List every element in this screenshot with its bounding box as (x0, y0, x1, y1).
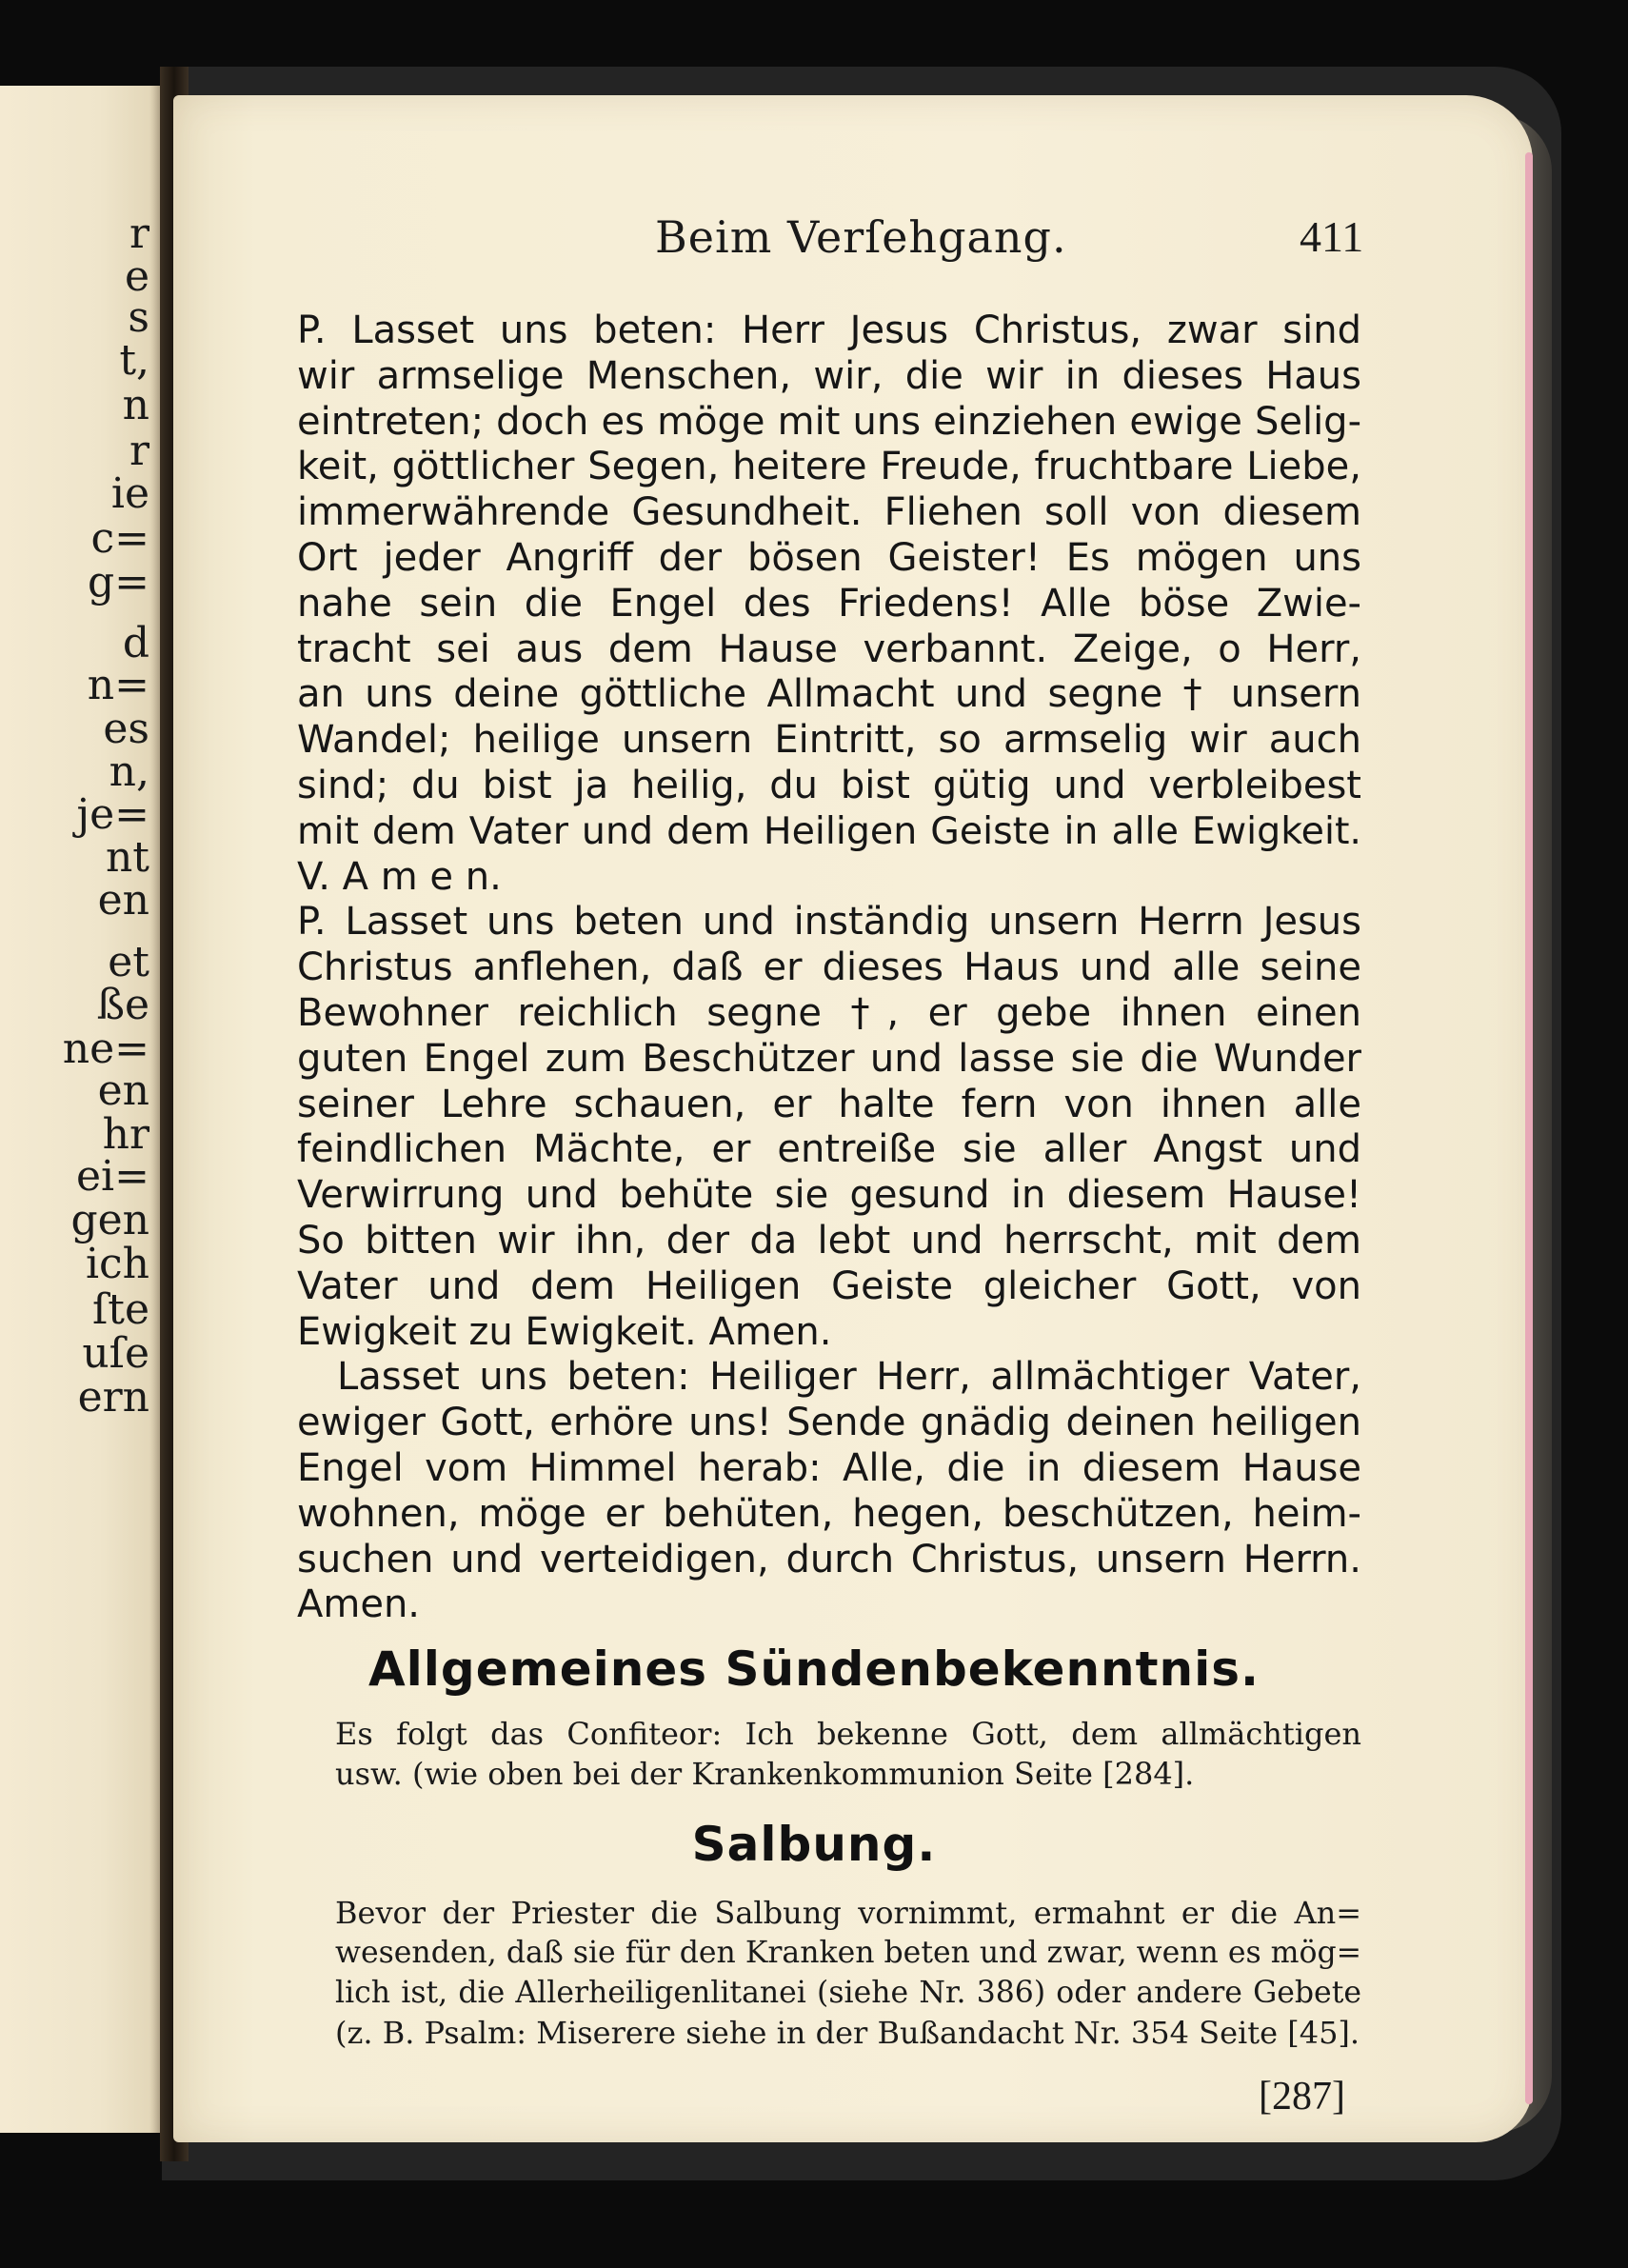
text-line: Bevor der Priester die Salbung vornimmt, ermahnt er die An= (335, 1895, 1361, 1931)
section-heading-confession: Allgemeines Sündenbekenntnis. (367, 1641, 1261, 1697)
text-line: Christus anflehen, daß er dieses Haus und alle seine (297, 945, 1361, 990)
left-page-fragment: ne= (62, 1025, 149, 1073)
left-page-fragment: e (124, 252, 149, 301)
text-line: immerwährende Gesundheit. Fliehen soll von diesem (297, 490, 1361, 535)
text-line: Lasset uns beten: Heiliger Herr, allmächtiger Vater, (337, 1355, 1361, 1400)
left-page-fragment: d (122, 619, 149, 667)
text-line: P. Lasset uns beten: Herr Jesus Christus, zwar sind (297, 308, 1361, 352)
left-page-fragment: je= (76, 790, 149, 839)
text-line: seiner Lehre schauen, er halte fern von ihnen alle (297, 1082, 1361, 1126)
text-line: Es folgt das Confiteor: Ich bekenne Gott, dem allmächtigen (335, 1716, 1361, 1752)
text-line: ewiger Gott, erhöre uns! Sende gnädig deinen heiligen (297, 1401, 1361, 1445)
anointing-instructions (335, 1893, 1361, 2053)
text-line: P. Lasset uns beten und inständig unsern Herrn Jesus (297, 900, 1361, 945)
text-line: feindlichen Mächte, er entreiße sie aller Angst und (297, 1127, 1361, 1172)
text-line: sind; du bist ja heilig, du bist gütig und verbleibest (297, 763, 1361, 807)
text-line: lich ist, die Allerheiligenlitanei (siehe Nr. 386) oder andere Gebete (335, 1976, 1361, 2010)
text-line: Vater und dem Heiligen Geiste gleicher Gott, von (297, 1263, 1361, 1308)
left-page-fragment: n (122, 381, 149, 429)
left-page-fragment: ei= (76, 1152, 149, 1201)
text-line: V. A m e n. (297, 854, 502, 899)
section-heading-anointing: Salbung. (691, 1817, 937, 1872)
left-page-fragment: gen (70, 1196, 149, 1244)
page-number: 411 (1300, 212, 1364, 261)
text-line: tracht sei aus dem Hause verbannt. Zeige, o Herr, (297, 627, 1361, 671)
text-line: mit dem Vater und dem Heiligen Geiste in alle Ewigkeit. (297, 808, 1361, 853)
footer-page-reference: [287] (1259, 2075, 1345, 2119)
page-edge-tint (1525, 152, 1533, 2104)
left-page-fragment: n= (87, 661, 149, 709)
left-page-fragment: ich (85, 1240, 149, 1288)
text-line: suchen und verteidigen, durch Christus, unsern Herrn. (297, 1537, 1361, 1582)
left-page-fragment: en (97, 1066, 149, 1115)
left-page-fragment: et (108, 938, 149, 986)
left-page-fragment: t, (119, 336, 149, 385)
left-page-fragment: r (129, 209, 149, 258)
left-page-fragment: r (129, 427, 149, 475)
text-line: wohnen, möge er behüten, hegen, beschützen, heim- (297, 1491, 1361, 1536)
left-page-fragment: en (97, 876, 149, 925)
left-page-fragment: ern (77, 1373, 149, 1422)
text-line: wesenden, daß sie für den Kranken beten und zwar, wenn es mög= (335, 1936, 1362, 1970)
text-line: (z. B. Psalm: Miserere siehe in der Bußandacht Nr. 354 Seite [45]. (335, 2015, 1360, 2051)
left-page-fragment: es (103, 705, 149, 753)
left-page-fragment: hr (102, 1110, 149, 1159)
text-line: Amen. (297, 1582, 421, 1627)
text-line: usw. (wie oben bei der Krankenkommunion Seite [284]. (335, 1756, 1195, 1792)
text-line: Ewigkeit zu Ewigkeit. Amen. (297, 1309, 832, 1354)
text-line: wir armselige Menschen, wir, die wir in dieses Haus (297, 353, 1361, 398)
text-line: keit, göttlicher Segen, heitere Freude, fruchtbare Liebe, (297, 445, 1361, 489)
left-page-fragment: ſte (91, 1285, 149, 1334)
left-page-fragment: s (128, 293, 149, 342)
running-header: Beim Verſehgang. (655, 211, 1067, 263)
text-line: So bitten wir ihn, der da lebt und herrscht, mit dem (297, 1218, 1361, 1263)
confession-instructions (335, 1714, 1361, 1794)
text-line: eintreten; doch es möge mit uns einziehen ewige Selig- (297, 399, 1361, 444)
prayer-text (297, 308, 1361, 1628)
left-page-fragment: ie (110, 469, 149, 518)
left-page-fragment: g= (87, 558, 149, 607)
text-line: Wandel; heilige unsern Eintritt, so armselig wir auch (297, 718, 1361, 763)
text-line: Engel vom Himmel herab: Alle, die in diesem Hause (297, 1445, 1361, 1490)
left-page-fragment: uſe (82, 1329, 149, 1378)
text-line: Ort jeder Angriff der bösen Geister! Es mögen uns (297, 535, 1361, 580)
left-page-fragment: ße (96, 981, 149, 1029)
left-page-fragment: nt (105, 833, 149, 882)
text-line: an uns deine göttliche Allmacht und segne † unsern (297, 672, 1361, 717)
text-line: guten Engel zum Beschützer und lasse sie die Wunder (297, 1036, 1361, 1081)
text-line: Verwirrung und behüte sie gesund in diesem Hause! (297, 1173, 1361, 1218)
left-page-fragment: c= (90, 514, 149, 563)
left-page-fragment: n, (109, 747, 149, 796)
text-line: Bewohner reichlich segne †, er gebe ihnen einen (297, 990, 1361, 1035)
text-line: nahe sein die Engel des Friedens! Alle böse Zwie- (297, 581, 1361, 626)
